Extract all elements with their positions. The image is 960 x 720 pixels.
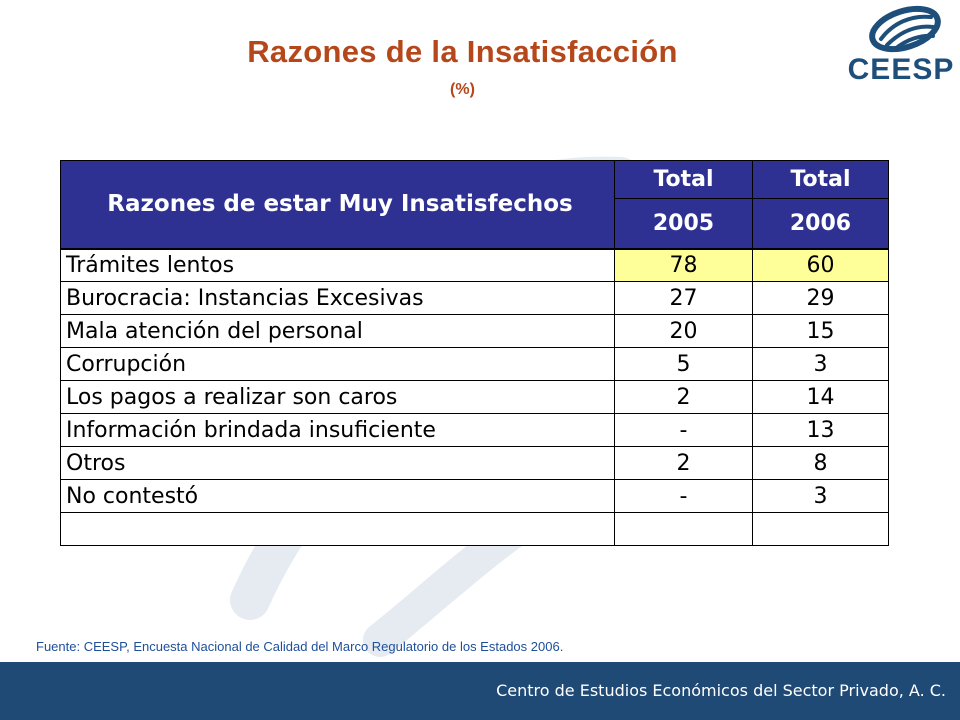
table-row-value-2005: 20 [615, 315, 753, 348]
table-row-empty [61, 513, 889, 546]
table-row-value-2006: 8 [753, 447, 889, 480]
table-row [61, 480, 889, 513]
table-row-reason: Otros [61, 447, 615, 480]
table-row [61, 381, 889, 414]
table-row [61, 348, 889, 381]
table-row-value-2005: 27 [615, 282, 753, 315]
table-row-reason: Información brindada insuficiente [61, 414, 615, 447]
footer-text: Centro de Estudios Económicos del Sector Privado, A. C. [496, 681, 946, 700]
table-row [61, 414, 889, 447]
table-row-value-2005: - [615, 414, 753, 447]
table-row-value-2005: 2 [615, 381, 753, 414]
table-row [61, 315, 889, 348]
table-row-value-2005: 2 [615, 447, 753, 480]
table-row-reason: Burocracia: Instancias Excesivas [61, 282, 615, 315]
table-row-reason: Mala atención del personal [61, 315, 615, 348]
table-row-value-2006: 3 [753, 348, 889, 381]
table-row [61, 249, 889, 282]
table-row-reason: Los pagos a realizar son caros [61, 381, 615, 414]
table-row-value-2006: 13 [753, 414, 889, 447]
table-row-value-2006: 14 [753, 381, 889, 414]
table-row-value-2006 [753, 513, 889, 546]
table-row-value-2006: 15 [753, 315, 889, 348]
table-row [61, 282, 889, 315]
table-row [61, 447, 889, 480]
table-row-value-2006: 3 [753, 480, 889, 513]
page-subtitle: (%) [450, 81, 475, 98]
table-row-value-2006: 60 [753, 249, 889, 282]
ceesp-logo-icon [847, 5, 955, 55]
table-header-row-top [61, 161, 889, 199]
table-row-reason [61, 513, 615, 546]
table-header-total-2006: Total [753, 161, 889, 199]
table-row-reason: Corrupción [61, 348, 615, 381]
logo-text: CEESP [847, 53, 955, 86]
table-header-year-2005: 2005 [615, 199, 753, 249]
reasons-table [60, 160, 889, 546]
table-header-total-2005: Total [615, 161, 753, 199]
table-row-value-2006: 29 [753, 282, 889, 315]
table-row-value-2005: 78 [615, 249, 753, 282]
table-header-year-2006: 2006 [753, 199, 889, 249]
table-row-value-2005: 5 [615, 348, 753, 381]
table-row-reason: Trámites lentos [61, 249, 615, 282]
table-row-reason: No contestó [61, 480, 615, 513]
table-row-value-2005 [615, 513, 753, 546]
table-header-reasons: Razones de estar Muy Insatisfechos [61, 161, 615, 249]
table-row-value-2005: - [615, 480, 753, 513]
ceesp-logo [847, 5, 955, 93]
page-title: Razones de la Insatisfacción [247, 34, 678, 69]
source-note: Fuente: CEESP, Encuesta Nacional de Calidad del Marco Regulatorio de los Estados 2006. [36, 639, 564, 654]
footer-bar [0, 662, 960, 720]
